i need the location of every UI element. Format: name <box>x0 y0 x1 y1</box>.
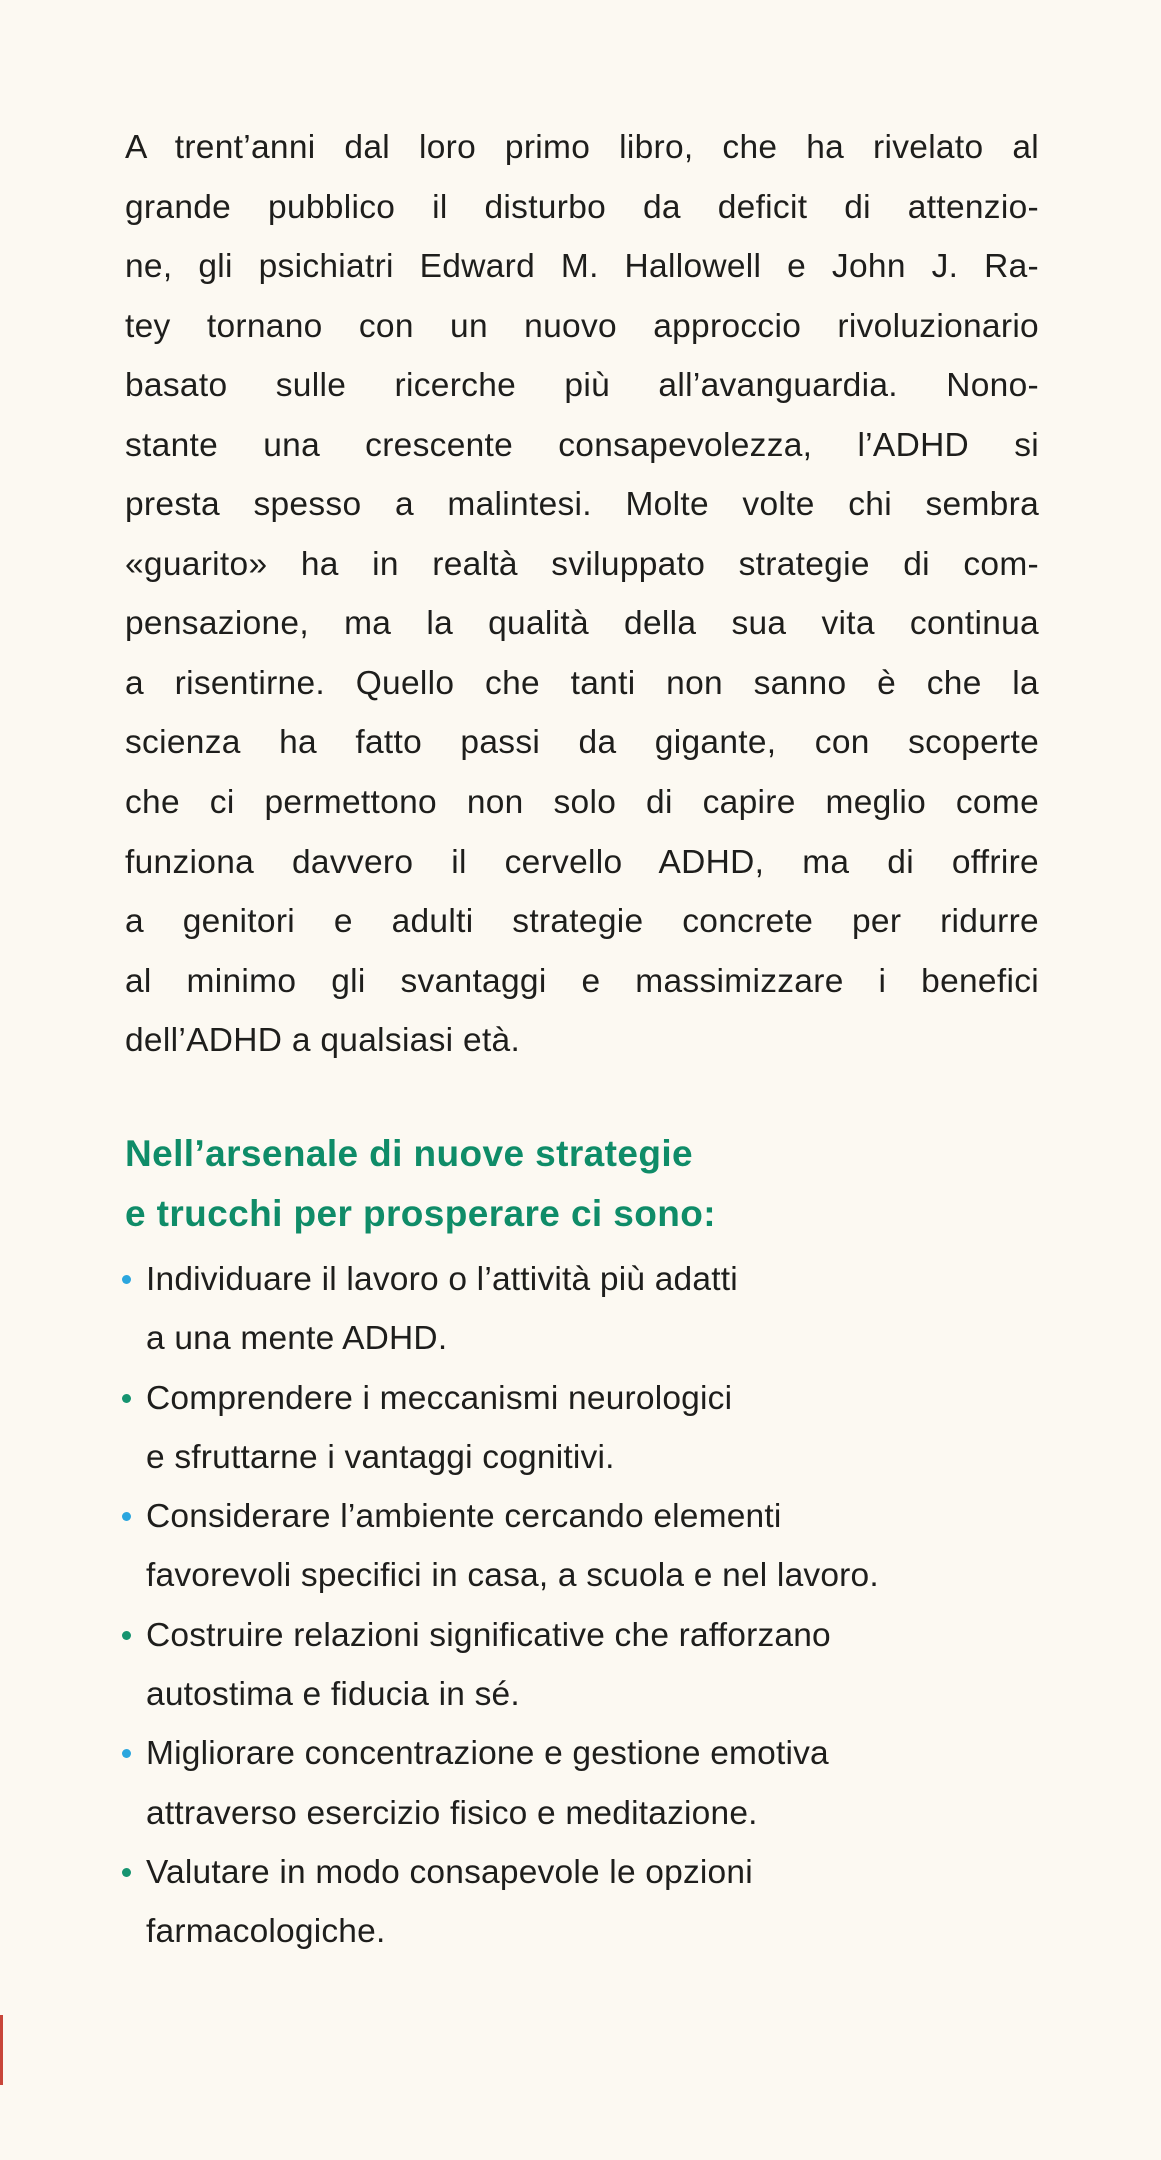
strategy-line: e sfruttarne i vantaggi cognitivi. <box>146 1438 615 1476</box>
intro-line: tey tornano con un nuovo approccio rivoluzionario <box>125 307 1039 345</box>
intro-line: che ci permettono non solo di capire meglio come <box>125 784 1039 822</box>
strategy-item <box>118 1250 1048 1369</box>
intro-line: a risentirne. Quello che tanti non sanno è che la <box>125 664 1039 702</box>
strategy-line: Individuare il lavoro o l’attività più adatti <box>146 1261 738 1298</box>
intro-line: presta spesso a malintesi. Molte volte chi sembra <box>125 486 1039 524</box>
strategy-item <box>118 1843 1048 1962</box>
bullet-dot-icon <box>122 1868 131 1877</box>
strategy-line: Migliorare concentrazione e gestione emotiva <box>146 1735 829 1773</box>
strategies-heading <box>125 1124 1039 1244</box>
intro-line: ne, gli psichiatri Edward M. Hallowell e John J. Ra- <box>125 248 1039 286</box>
intro-line: pensazione, ma la qualità della sua vita continua <box>125 605 1039 643</box>
strategy-line: Costruire relazioni significative che rafforzano <box>146 1616 831 1654</box>
strategy-line: Valutare in modo consapevole le opzioni <box>146 1853 753 1891</box>
intro-line: stante una crescente consapevolezza, l’ADHD si <box>125 426 1039 464</box>
intro-paragraph <box>125 118 1039 1071</box>
bullet-dot-icon <box>122 1512 131 1521</box>
strategy-line: a una mente ADHD. <box>146 1320 448 1358</box>
heading-line: e trucchi per prosperare ci sono: <box>125 1193 716 1234</box>
heading-line: Nell’arsenale di nuove strategie <box>125 1133 694 1174</box>
intro-line: «guarito» ha in realtà sviluppato strategie di com- <box>125 545 1039 583</box>
strategy-line: Considerare l’ambiente cercando elementi <box>146 1498 782 1536</box>
strategy-line: attraverso esercizio fisico e meditazione. <box>146 1794 758 1832</box>
strategy-item <box>118 1369 1048 1488</box>
intro-line: dell’ADHD a qualsiasi età. <box>125 1022 521 1060</box>
strategy-line: Comprendere i meccanismi neurologici <box>146 1379 733 1417</box>
edge-color-mark <box>0 2015 3 2085</box>
strategy-line: favorevoli specifici in casa, a scuola e nel lavoro. <box>146 1557 879 1595</box>
bullet-dot-icon <box>122 1275 131 1284</box>
bullet-dot-icon <box>122 1631 131 1640</box>
intro-line: a genitori e adulti strategie concrete per ridurre <box>125 903 1039 941</box>
strategy-item <box>118 1724 1048 1843</box>
intro-line: funziona davvero il cervello ADHD, ma di offrire <box>125 843 1039 881</box>
intro-line: al minimo gli svantaggi e massimizzare i benefici <box>125 962 1039 1000</box>
strategy-line: farmacologiche. <box>146 1913 386 1951</box>
intro-line: basato sulle ricerche più all’avanguardia. Nono- <box>125 367 1039 405</box>
bullet-dot-icon <box>122 1394 131 1403</box>
strategy-line: autostima e fiducia in sé. <box>146 1676 520 1714</box>
intro-line: scienza ha fatto passi da gigante, con scoperte <box>125 724 1039 762</box>
intro-line: grande pubblico il disturbo da deficit di attenzio- <box>125 188 1039 226</box>
strategy-item <box>118 1606 1048 1725</box>
bullet-dot-icon <box>122 1749 131 1758</box>
strategy-item <box>118 1487 1048 1606</box>
strategies-list <box>118 1250 1048 1962</box>
intro-line: A trent’anni dal loro primo libro, che ha rivelato al <box>125 129 1039 166</box>
